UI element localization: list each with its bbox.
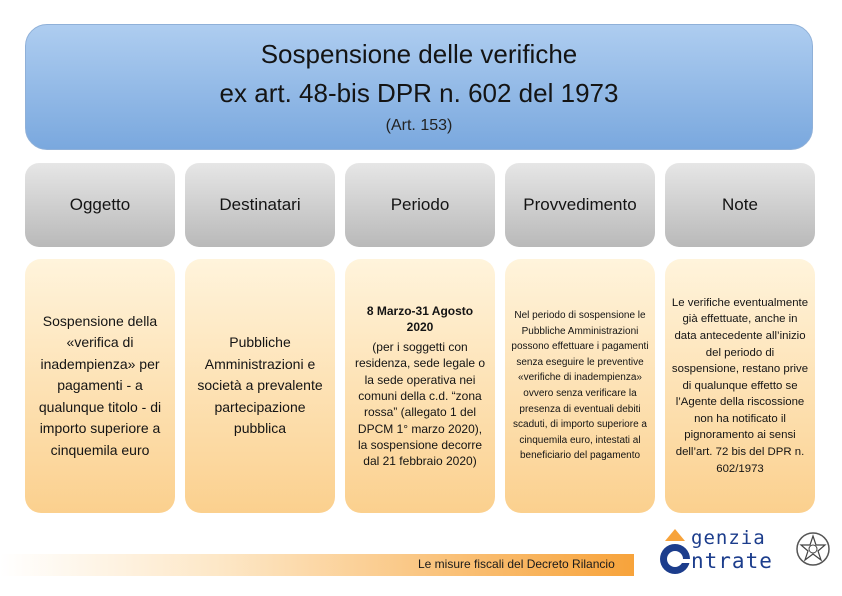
banner-title-line2: ex art. 48-bis DPR n. 602 del 1973 [219,78,619,108]
card-destinatari-text: Pubbliche Amministrazioni e società a prevalente partecipazione pubblica [197,334,323,437]
agenzia-entrate-a-icon [655,527,695,575]
card-oggetto-text: Sospensione della «verifica di inadempienza» per pagamenti - a qualunque titolo - di importo superiore a cinquemila euro [38,312,162,458]
card-destinatari [185,259,335,513]
header-periodo: Periodo [345,163,495,247]
footer-text: Le misure fiscali del Decreto Rilancio [418,557,615,571]
agenzia-entrate-logo [655,527,835,577]
italian-republic-emblem-icon [795,529,831,569]
title-banner [25,24,813,150]
header-oggetto: Oggetto [25,163,175,247]
card-note-text: Le verifiche eventualmente già effettuate, anche in data antecedente all’inizio del periodo di sospensione, restano prive di qualunque effetto se l’Agente della riscossione non ha notificato il pignoramento ai sensi dell’art. 72 bis del DPR n. 602/1973 [671,296,809,475]
banner-subtitle: (Art. 153) [385,117,453,134]
card-periodo [345,259,495,513]
card-periodo-text: (per i soggetti con residenza, sede legale o la sede operativa nei comuni della c.d. “zona rossa” (allegato 1 del DPCM 1° marzo 2020), la sospensione decorre dal 21 febbraio 2020) [354,340,486,469]
card-oggetto [25,259,175,513]
card-periodo-dates: 8 Marzo-31 Agosto 2020 [366,303,474,334]
card-provvedimento-text: Nel periodo di sospensione le Pubbliche Amministrazioni possono effettuare i pagamenti senza eseguire le preventive «verifiche di inadempienza» ovvero senza verificare la presenza di eventuali debiti scaduti, di importo superiore a cinquemila euro, intestati al beneficiario del pagamento [511,310,649,462]
logo-line2: ntrate [691,549,773,573]
header-note: Note [665,163,815,247]
header-destinatari: Destinatari [185,163,335,247]
logo-line1: genzia [691,527,766,549]
card-provvedimento [505,259,655,513]
banner-title-line1: Sospensione delle verifiche [260,39,578,69]
card-note [665,259,815,513]
header-provvedimento: Provvedimento [505,163,655,247]
